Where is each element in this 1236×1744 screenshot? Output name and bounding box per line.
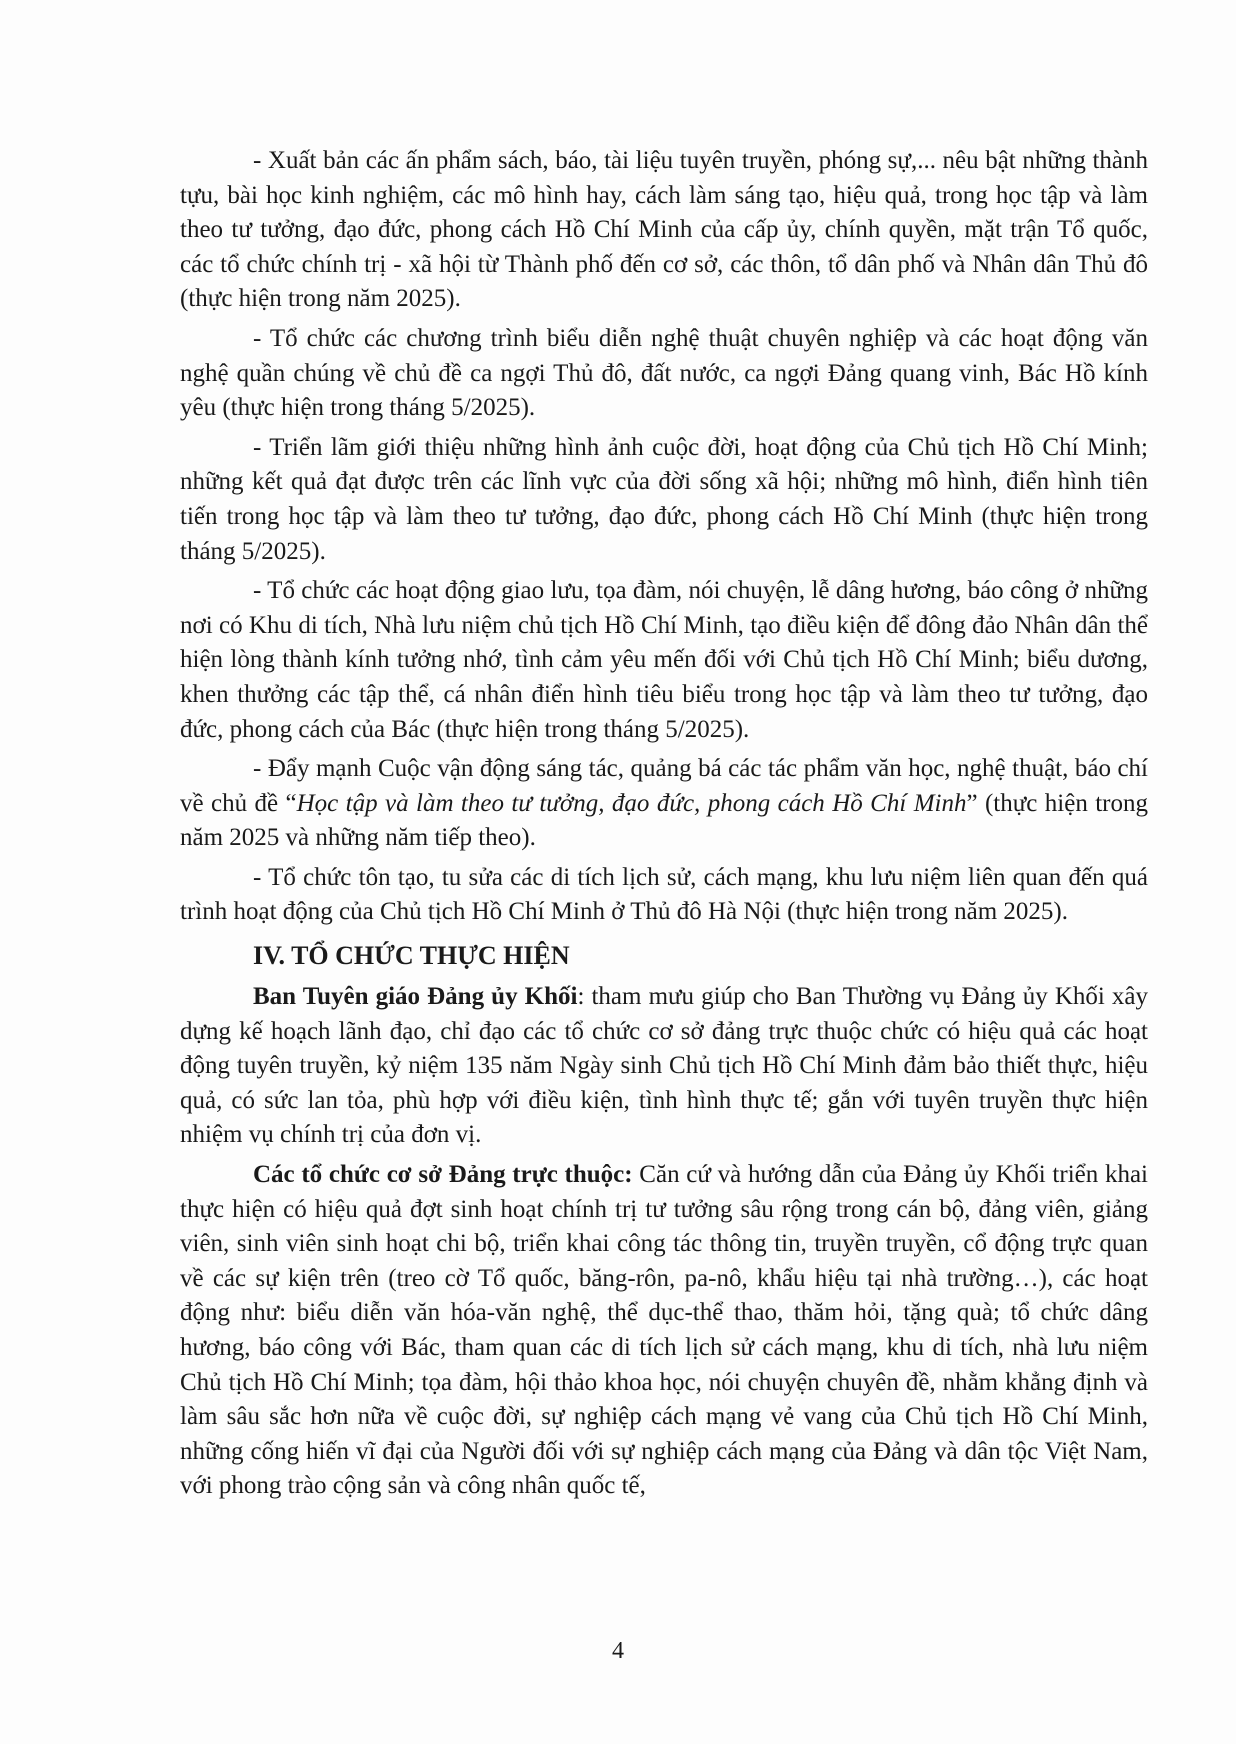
section-heading: IV. TỔ CHỨC THỰC HIỆN (253, 941, 570, 971)
campaign-theme-title: Học tập và làm theo tư tưởng, đạo đức, phong cách Hồ Chí Minh (296, 789, 967, 817)
responsibility-text: : tham mưu giúp cho Ban Thường vụ Đảng ủy Khối xây dựng kế hoạch lãnh đạo, chỉ đạo các tổ chức cơ sở đảng trực thuộc chức có hiệu quả các hoạt động tuyên truyền, kỷ niệm 135 năm Ngày sinh Chủ tịch Hồ Chí Minh đảm bảo thiết thực, hiệu quả, có sức lan tỏa, phù hợp với điều kiện, tình hình thực tế; gắn với tuyên truyền thực hiện nhiệm vụ chính trị của đơn vị. (180, 983, 1148, 1149)
page-body (180, 144, 1148, 1509)
page-number: 4 (612, 1638, 624, 1664)
responsibility-lead: Các tổ chức cơ sở Đảng trực thuộc: (253, 1161, 633, 1189)
paragraph-restoration: - Tổ chức tôn tạo, tu sửa các di tích lịch sử, cách mạng, khu lưu niệm liên quan đến quá trình hoạt động của Chủ tịch Hồ Chí Minh ở Thủ đô Hà Nội (thực hiện trong năm 2025). (180, 863, 1148, 926)
campaign-text-after: ” (thực hiện trong năm 2025 và những năm tiếp theo). (180, 789, 1149, 852)
responsibility-lead: Ban Tuyên giáo Đảng ủy Khối (253, 983, 578, 1011)
paragraph-party-organizations (180, 1158, 1148, 1504)
paragraph-publications: - Xuất bản các ấn phẩm sách, báo, tài liệu tuyên truyền, phóng sự,... nêu bật những thành tựu, bài học kinh nghiệm, các mô hình hay, cách làm sáng tạo, hiệu quả, trong học tập và làm theo tư tưởng, đạo đức, phong cách Hồ Chí Minh của cấp ủy, chính quyền, mặt trận Tổ quốc, các tổ chức chính trị - xã hội từ Thành phố đến cơ sở, các thôn, tổ dân phố và Nhân dân Thủ đô (thực hiện trong năm 2025). (180, 147, 1148, 313)
campaign-text-before: - Đẩy mạnh Cuộc vận động sáng tác, quảng bá các tác phẩm văn học, nghệ thuật, báo chí về chủ đề “ (180, 755, 1148, 817)
paragraph-creative-campaign (180, 752, 1148, 856)
paragraph-exhibition: - Triển lãm giới thiệu những hình ảnh cuộc đời, hoạt động của Chủ tịch Hồ Chí Minh; những kết quả đạt được trên các lĩnh vực của đời sống xã hội; những mô hình, điển hình tiên tiến trong học tập và làm theo tư tưởng, đạo đức, phong cách Hồ Chí Minh (thực hiện trong tháng 5/2025). (180, 433, 1148, 565)
paragraph-propaganda-board (180, 980, 1148, 1153)
paragraph-exchange-activities: - Tổ chức các hoạt động giao lưu, tọa đàm, nói chuyện, lễ dâng hương, báo công ở những nơi có Khu di tích, Nhà lưu niệm chủ tịch Hồ Chí Minh, tạo điều kiện để đông đảo Nhân dân thể hiện lòng thành kính tưởng nhớ, tình cảm yêu mến đối với Chủ tịch Hồ Chí Minh; biểu dương, khen thưởng các tập thể, cá nhân điển hình tiêu biểu trong học tập và làm theo tư tưởng, đạo đức, phong cách của Bác (thực hiện trong tháng 5/2025). (180, 577, 1148, 743)
responsibility-text: Căn cứ và hướng dẫn của Đảng ủy Khối triển khai thực hiện có hiệu quả đợt sinh hoạt chính trị tư tưởng sâu rộng trong cán bộ, đảng viên, giảng viên, sinh viên sinh hoạt chi bộ, triển khai công tác thông tin, truyền truyền, cổ động trực quan về các sự kiện trên (treo cờ Tổ quốc, băng-rôn, pa-nô, khẩu hiệu tại nhà trường…), các hoạt động như: biểu diễn văn hóa-văn nghệ, thể dục-thể thao, thăm hỏi, tặng quà; tổ chức dâng hương, báo công với Bác, tham quan các di tích lịch sử cách mạng, khu di tích, nhà lưu niệm Chủ tịch Hồ Chí Minh; tọa đàm, hội thảo khoa học, nói chuyện chuyên đề, nhằm khẳng định và làm sâu sắc hơn nữa về cuộc đời, sự nghiệp cách mạng vẻ vang của Chủ tịch Hồ Chí Minh, những cống hiến vĩ đại của Người đối với sự nghiệp cách mạng của Đảng và dân tộc Việt Nam, với phong trào cộng sản và công nhân quốc tế, (180, 1161, 1148, 1500)
paragraph-art-performances: - Tổ chức các chương trình biểu diễn nghệ thuật chuyên nghiệp và các hoạt động văn nghệ quần chúng về chủ đề ca ngợi Thủ đô, đất nước, ca ngợi Đảng quang vinh, Bác Hồ kính yêu (thực hiện trong tháng 5/2025). (180, 324, 1148, 422)
